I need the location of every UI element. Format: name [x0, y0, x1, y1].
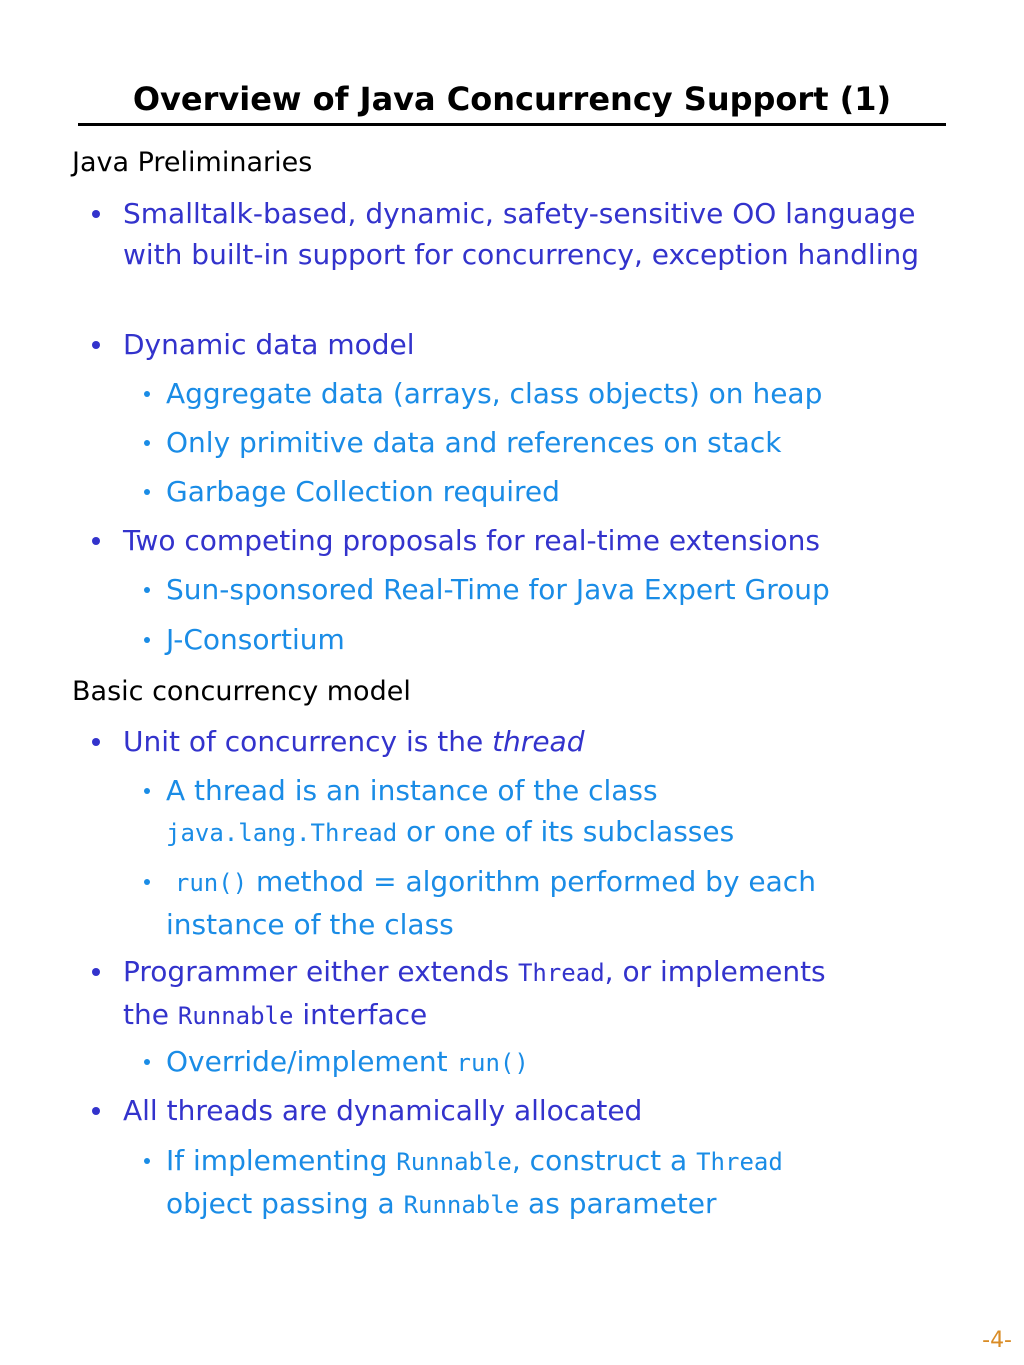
- bullet-dynamically-allocated: All threads are dynamically allocated: [123, 1090, 953, 1131]
- text: interface: [293, 998, 428, 1031]
- subbullet-thread-instance: [166, 770, 966, 854]
- subbullet-aggregate-data: Aggregate data (arrays, class objects) on heap: [166, 373, 966, 414]
- code-thread: Thread: [517, 959, 605, 987]
- text: Override/implement: [166, 1045, 457, 1078]
- text: Unit of concurrency is the: [123, 725, 493, 758]
- section-heading-java-preliminaries: Java Preliminaries: [72, 147, 313, 178]
- text: or one of its subclasses: [397, 815, 735, 848]
- subbullet-override-run: [166, 1041, 966, 1084]
- code-run: run(): [174, 869, 248, 897]
- text: method = algorithm performed by each: [247, 865, 816, 898]
- bullet-extends-or-implements: [123, 951, 953, 1037]
- title-underline: [78, 123, 946, 126]
- code-run: run(): [456, 1049, 529, 1077]
- bullet-smalltalk-based: Smalltalk-based, dynamic, safety-sensitive OO language with built-in support for concurrency, exception handling: [123, 193, 953, 275]
- slide-title: Overview of Java Concurrency Support (1): [132, 80, 892, 118]
- text: as parameter: [519, 1187, 717, 1220]
- text: If implementing: [166, 1144, 397, 1177]
- subbullet-primitive-data: Only primitive data and references on stack: [166, 422, 966, 463]
- text: , construct a: [511, 1144, 697, 1177]
- subbullet-garbage-collection: Garbage Collection required: [166, 471, 966, 512]
- text: object passing a: [166, 1187, 404, 1220]
- subbullet-j-consortium: J-Consortium: [166, 619, 966, 660]
- bullet-unit-of-concurrency: [123, 721, 953, 762]
- text: A thread is an instance of the class: [166, 774, 658, 807]
- bullet-real-time-proposals: Two competing proposals for real-time extensions: [123, 520, 953, 561]
- bullet-dynamic-data-model: Dynamic data model: [123, 324, 953, 365]
- code-java-lang-thread: java.lang.Thread: [166, 819, 398, 847]
- emphasis-thread: thread: [492, 725, 585, 758]
- text: the: [123, 998, 178, 1031]
- subbullet-sun-rtjeg: Sun-sponsored Real-Time for Java Expert Group: [166, 569, 966, 610]
- text: Programmer either extends: [123, 955, 518, 988]
- code-runnable: Runnable: [177, 1002, 294, 1030]
- text: , or implements: [604, 955, 826, 988]
- text: instance of the class: [166, 908, 454, 941]
- page-number: -4-: [982, 1328, 1012, 1353]
- subbullet-construct-thread: [166, 1140, 966, 1226]
- subbullet-run-method: [166, 861, 966, 945]
- code-runnable: Runnable: [396, 1148, 512, 1176]
- code-thread: Thread: [696, 1148, 783, 1176]
- code-runnable: Runnable: [403, 1191, 520, 1219]
- section-heading-basic-concurrency: Basic concurrency model: [72, 676, 411, 707]
